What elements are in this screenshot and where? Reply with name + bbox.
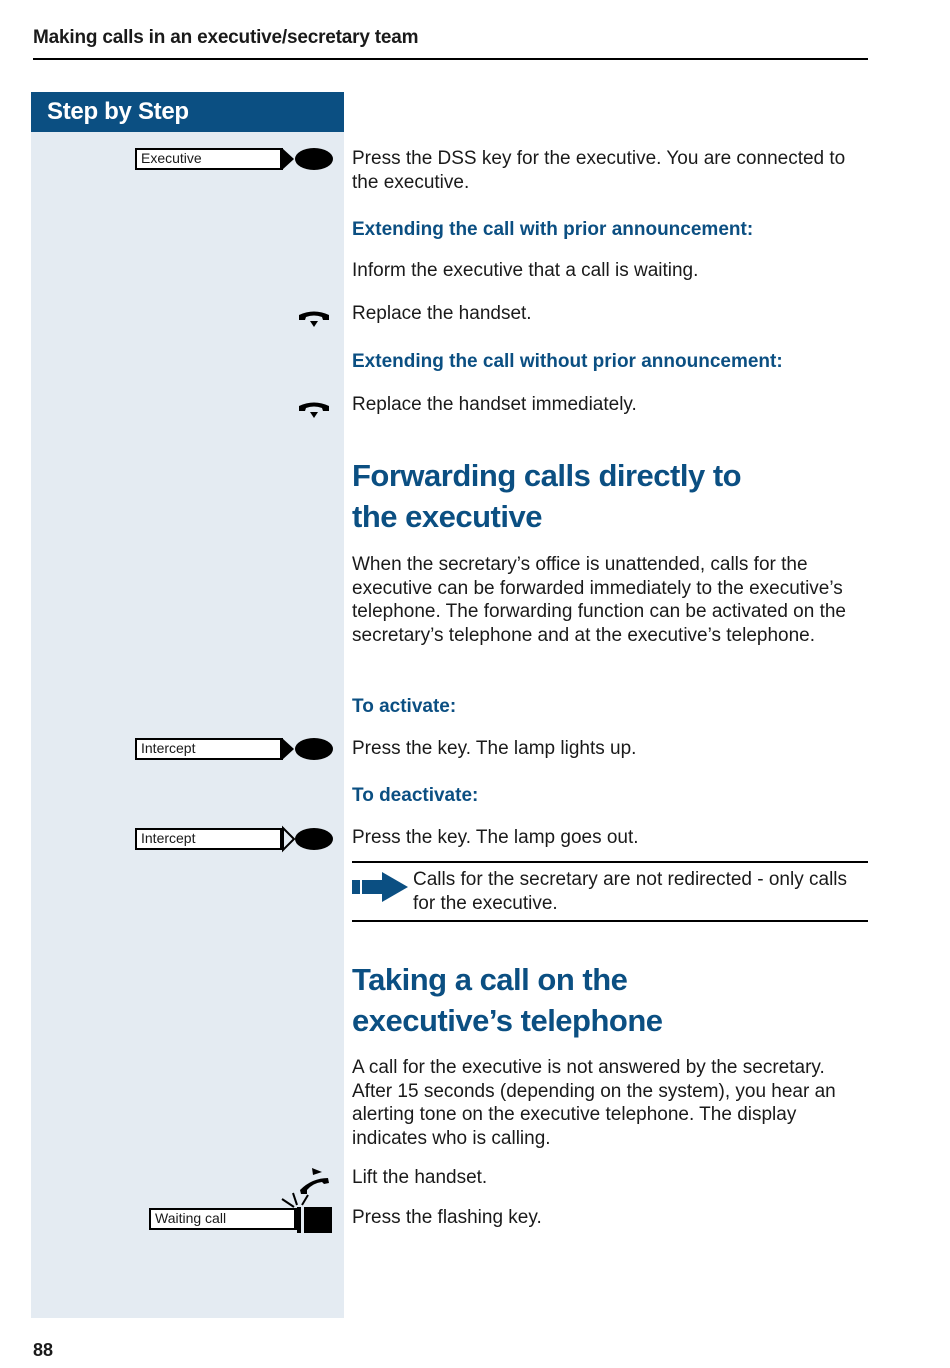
- note-text: Calls for the secretary are not redirected - only calls for the executive.: [413, 869, 848, 914]
- section-title-taking-call: Taking a call on the executive’s telephone: [352, 962, 663, 1038]
- handset-down-icon: [298, 309, 332, 329]
- intercept-key-label: Intercept: [135, 738, 283, 760]
- note-arrow-icon: [352, 872, 410, 904]
- flashing-key-icon: [280, 1193, 334, 1235]
- paragraph-lamp-goes-out: Press the key. The lamp goes out.: [352, 827, 639, 848]
- section-title-forwarding: Forwarding calls directly to the executive: [352, 458, 742, 534]
- paragraph-taking-call-description: A call for the executive is not answered by the secretary. After 15 seconds (depending on the system), you hear an alerting tone on the executive telephone. The display indicates who is calling.: [352, 1057, 836, 1149]
- subheading-deactivate: To deactivate:: [352, 785, 479, 806]
- dss-key-icon: [282, 736, 334, 764]
- executive-key-label: Executive: [135, 148, 283, 170]
- subheading-activate: To activate:: [352, 696, 457, 717]
- page-number: 88: [33, 1340, 54, 1360]
- note-top-rule: [352, 861, 868, 863]
- step-by-step-title: Step by Step: [31, 92, 344, 132]
- dss-key-icon: [282, 826, 334, 854]
- running-header: Making calls in an executive/secretary team: [33, 27, 419, 48]
- subheading-prior-announcement: Extending the call with prior announcement:: [352, 219, 754, 240]
- paragraph-press-flashing-key: Press the flashing key.: [352, 1207, 542, 1228]
- paragraph-inform-executive: Inform the executive that a call is waiting.: [352, 260, 699, 281]
- waiting-call-key-label: Waiting call: [149, 1208, 297, 1230]
- paragraph-replace-immediately: Replace the handset immediately.: [352, 394, 637, 415]
- note-bottom-rule: [352, 920, 868, 922]
- intercept-key-label: Intercept: [135, 828, 283, 850]
- lift-handset-icon: [298, 1166, 334, 1196]
- dss-key-icon: [282, 146, 334, 174]
- handset-down-icon: [298, 400, 332, 420]
- paragraph-lamp-lights-up: Press the key. The lamp lights up.: [352, 738, 637, 759]
- step-by-step-sidebar: [31, 92, 344, 1318]
- header-rule: [33, 58, 868, 60]
- paragraph-replace-handset: Replace the handset.: [352, 303, 532, 324]
- paragraph-forwarding-description: When the secretary’s office is unattended, calls for the executive can be forwarded immediately to the executive’s telephone. The forwarding function can be activated on the secretary’s telephone and at the executive’s telephone.: [352, 554, 846, 646]
- subheading-without-announcement: Extending the call without prior announcement:: [352, 351, 783, 372]
- paragraph-lift-handset: Lift the handset.: [352, 1167, 488, 1188]
- paragraph-dss-key: Press the DSS key for the executive. You are connected to the executive.: [352, 148, 846, 193]
